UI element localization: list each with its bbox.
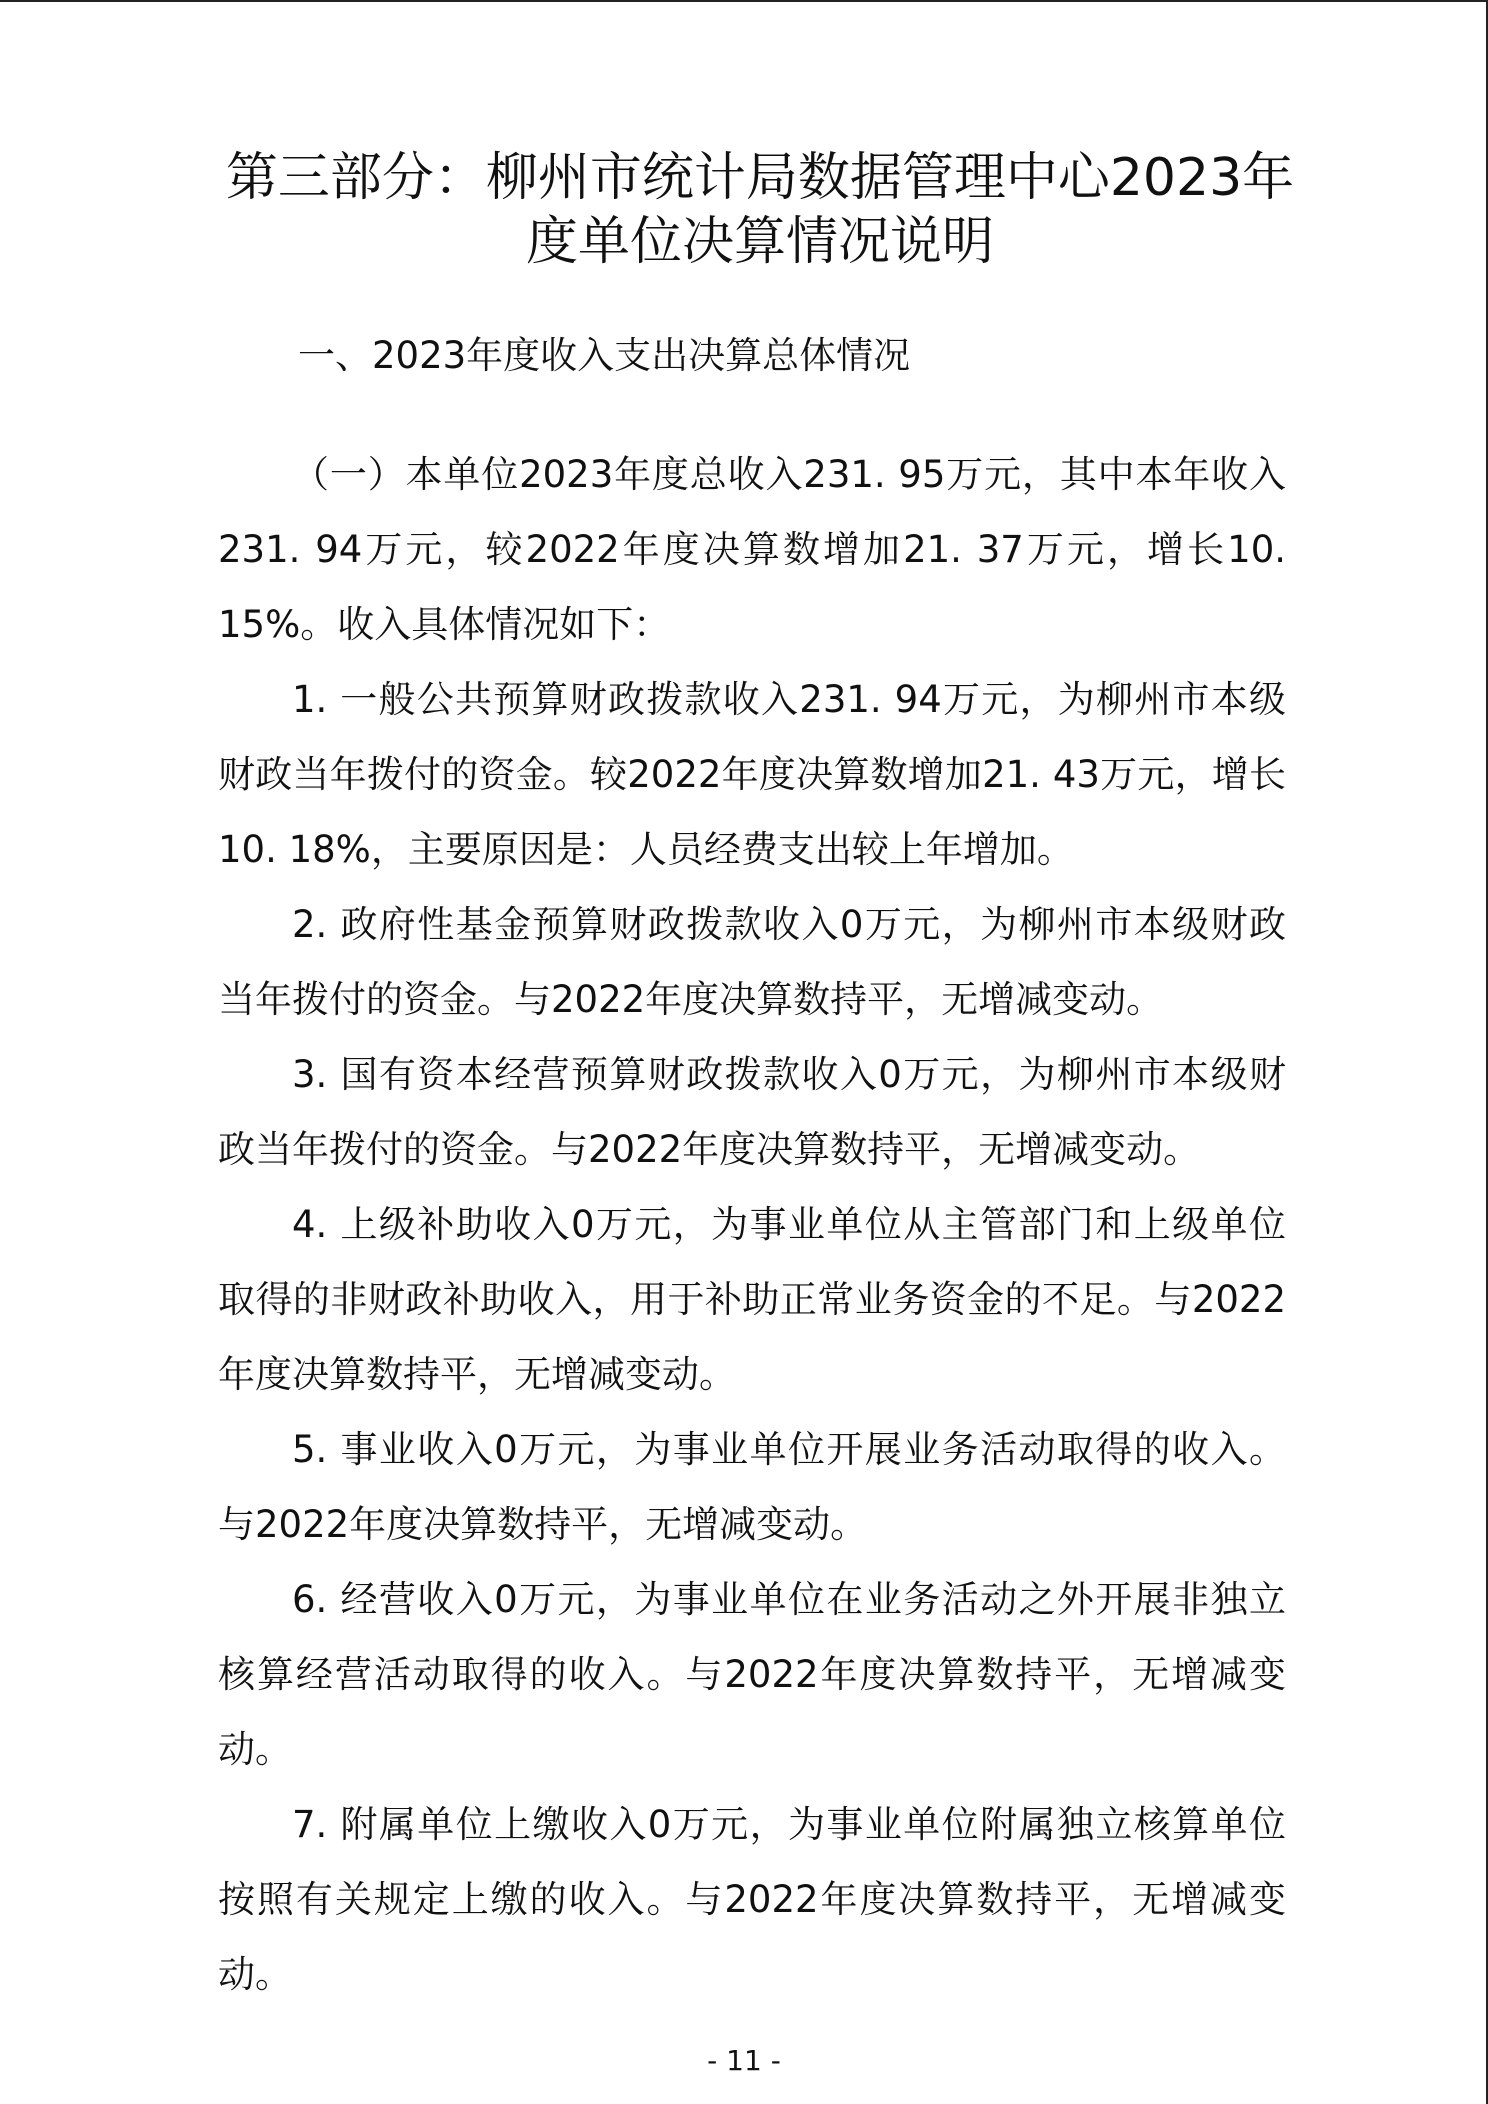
paragraph-government-fund-income: 2. 政府性基金预算财政拨款收入0万元，为柳州市本级财政当年拨付的资金。与2022年度决算数持平，无增减变动。 (218, 903, 1286, 1021)
paragraph-superior-subsidy-income: 4. 上级补助收入0万元，为事业单位从主管部门和上级单位取得的非财政补助收入，用于补助正常业务资金的不足。与2022年度决算数持平，无增减变动。 (218, 1203, 1286, 1396)
section-heading: 一、2023年度收入支出决算总体情况 (298, 334, 911, 377)
paragraph-operating-income: 6. 经营收入0万元，为事业单位在业务活动之外开展非独立核算经营活动取得的收入。与2022年度决算数持平，无增减变动。 (218, 1578, 1286, 1771)
paragraph-business-income: 5. 事业收入0万元，为事业单位开展业务活动取得的收入。与2022年度决算数持平，无增减变动。 (218, 1428, 1286, 1546)
paragraph-state-capital-income: 3. 国有资本经营预算财政拨款收入0万元，为柳州市本级财政当年拨付的资金。与2022年度决算数持平，无增减变动。 (218, 1053, 1286, 1171)
page-title: 第三部分：柳州市统计局数据管理中心2023年度单位决算情况说明 (225, 148, 1295, 272)
body-text (218, 437, 1286, 2012)
paragraph-general-budget-income: 1. 一般公共预算财政拨款收入231. 94万元，为柳州市本级财政当年拨付的资金。较2022年度决算数增加21. 43万元，增长10. 18%，主要原因是：人员经费支出较上年增加。 (218, 678, 1286, 871)
page-number: - 11 - (707, 2044, 781, 2077)
paragraph-affiliated-unit-income: 7. 附属单位上缴收入0万元，为事业单位附属独立核算单位按照有关规定上缴的收入。与2022年度决算数持平，无增减变动。 (218, 1803, 1286, 1996)
paragraph-total-income: （一）本单位2023年度总收入231. 95万元，其中本年收入231. 94万元，较2022年度决算数增加21. 37万元，增长10. 15%。收入具体情况如下： (218, 453, 1286, 646)
